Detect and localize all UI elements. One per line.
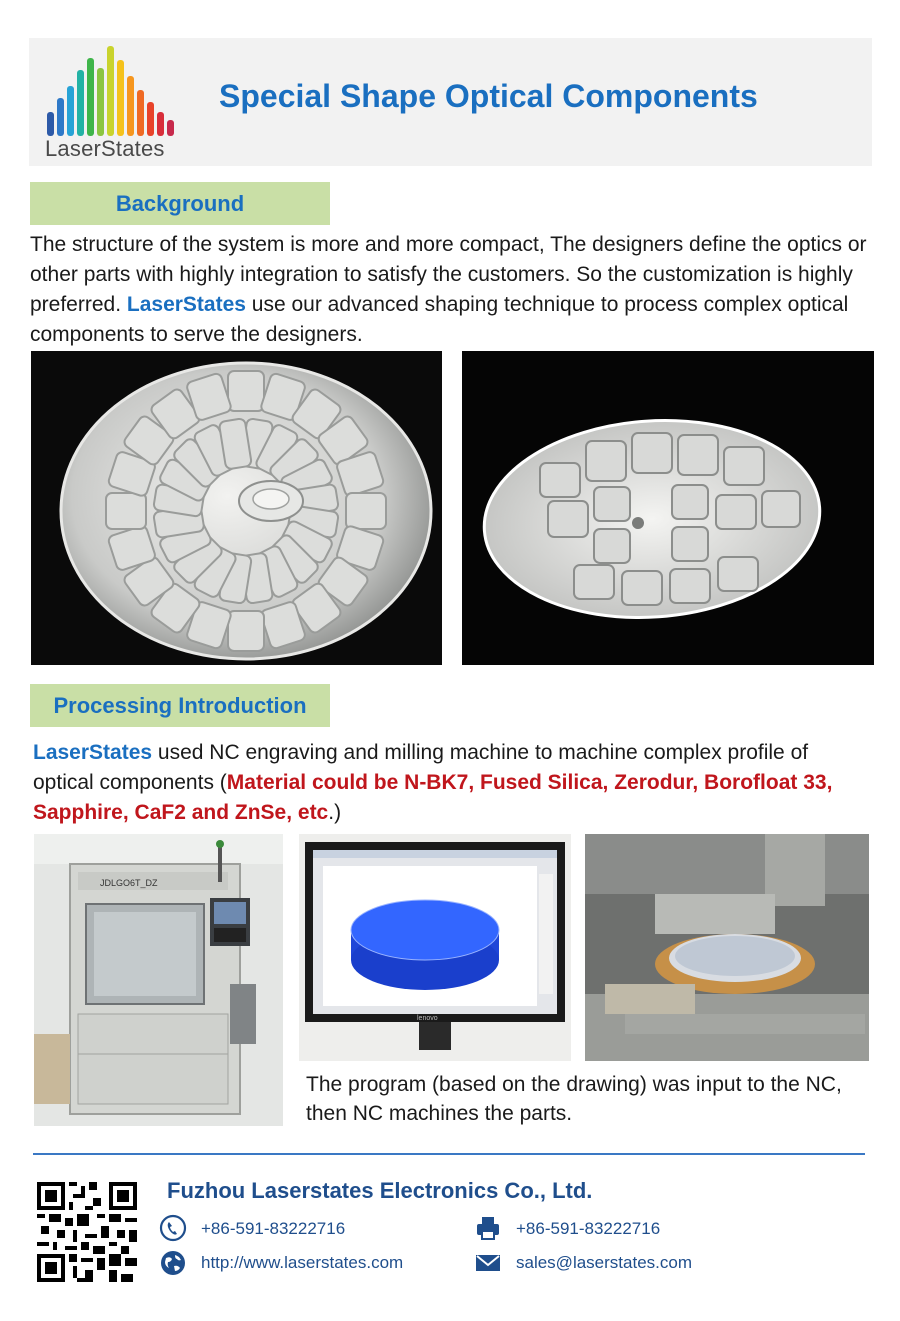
logo-text: LaserStates: [45, 136, 165, 161]
phone-icon: [159, 1214, 187, 1242]
background-text-part-2: use our advanced shaping technique to process complex optical components to serve the designers.: [30, 293, 849, 346]
cad-monitor-photo: [299, 834, 571, 1061]
page-title: Special Shape Optical Components: [219, 78, 758, 114]
background-section-tag: Background: [30, 182, 330, 225]
globe-icon: [159, 1249, 187, 1277]
monitor-brand: lenovo: [417, 1015, 438, 1022]
header-banner: [29, 38, 872, 166]
email-icon: [474, 1249, 502, 1277]
logo-bars-icon: [45, 46, 185, 136]
processing-text-part-2: .): [328, 801, 342, 824]
machine-label: JDLGO6T_DZ: [100, 878, 158, 888]
radial-optic-photo: [31, 351, 442, 665]
fax-number: +86-591-83222716: [516, 1219, 661, 1238]
background-paragraph: [30, 230, 880, 350]
background-text-part-1: The structure of the system is more and more compact, The designers define the optics or other parts with highly integration to satisfy the customers. So the customization is highly preferred.: [30, 233, 867, 316]
email-link[interactable]: sales@laserstates.com: [516, 1253, 692, 1272]
elliptical-optic-photo: [462, 351, 874, 665]
materials-list: Material could be N-BK7, Fused Silica, Zerodur, Borofloat 33, Sapphire, CaF2 and ZnSe, etc: [33, 771, 833, 824]
fax-icon: [474, 1214, 502, 1242]
processing-section-tag: Processing Introduction: [30, 684, 330, 727]
footer-divider: [33, 1153, 865, 1155]
processing-text-part-1: used NC engraving and milling machine to machine complex profile of optical components (: [33, 741, 809, 794]
processing-paragraph: [33, 738, 863, 828]
brand-name: LaserStates: [126, 293, 246, 316]
brand-name: LaserStates: [33, 741, 153, 764]
process-caption: The program (based on the drawing) was input to the NC, then NC machines the parts.: [306, 1073, 842, 1125]
website-link[interactable]: http://www.laserstates.com: [201, 1253, 404, 1272]
phone-number[interactable]: +86-591-83222716: [201, 1219, 346, 1238]
qr-code: [37, 1182, 137, 1282]
nc-machine-photo: [34, 834, 283, 1126]
company-name: Fuzhou Laserstates Electronics Co., Ltd.: [167, 1178, 593, 1203]
laserstates-logo: [45, 46, 185, 161]
machining-photo: [585, 834, 869, 1061]
